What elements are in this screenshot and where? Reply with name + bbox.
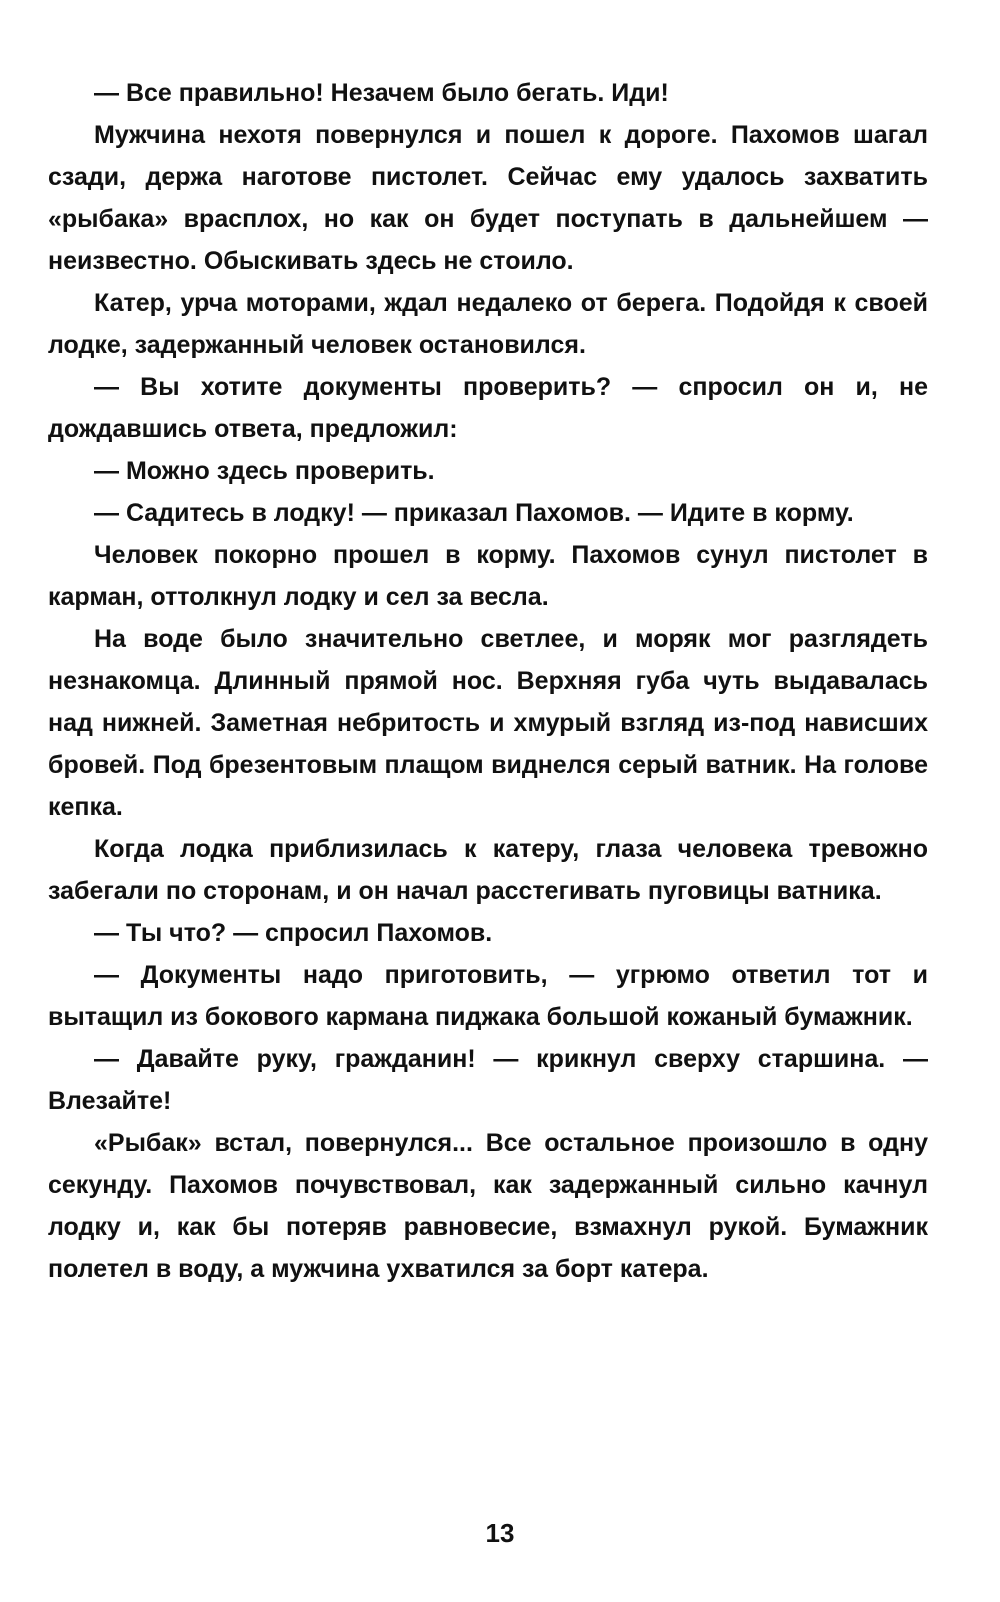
paragraph: — Давайте руку, гражданин! — крикнул сверху старшина. — Влезайте!	[48, 1045, 928, 1115]
paragraph: — Документы надо приготовить, — угрюмо ответил тот и вытащил из бокового кармана пиджака большой кожаный бумажник.	[48, 961, 928, 1031]
page-text	[48, 72, 928, 1290]
paragraph: Мужчина нехотя повернулся и пошел к дороге. Пахомов шагал сзади, держа наготове пистолет. Сейчас ему удалось захватить «рыбака» врасплох, но как он будет поступать в дальнейшем — неизвестно. Обыскивать здесь не стоило.	[48, 121, 928, 275]
paragraph: Катер, урча моторами, ждал недалеко от берега. Подойдя к своей лодке, задержанный человек остановился.	[48, 289, 928, 359]
paragraph: — Ты что? — спросил Пахомов.	[94, 919, 493, 947]
paragraph: На воде было значительно светлее, и моряк мог разглядеть незнакомца. Длинный прямой нос. Верхняя губа чуть выдавалась над нижней. Заметная небритость и хмурый взгляд из-под нависших бровей. Под брезентовым плащом виднелся серый ватник. На голове кепка.	[48, 625, 928, 821]
paragraph: «Рыбак» встал, повернулся... Все остальное произошло в одну секунду. Пахомов почувствовал, как задержанный сильно качнул лодку и, как бы потеряв равновесие, взмахнул рукой. Бумажник полетел в воду, а мужчина ухватился за борт катера.	[48, 1129, 928, 1283]
page-number: 13	[485, 1518, 515, 1548]
paragraph: — Садитесь в лодку! — приказал Пахомов. — Идите в корму.	[94, 499, 854, 527]
paragraph: Человек покорно прошел в корму. Пахомов сунул пистолет в карман, оттолкнул лодку и сел за весла.	[48, 541, 928, 611]
paragraph: — Все правильно! Незачем было бегать. Иди!	[94, 79, 669, 107]
paragraph: — Можно здесь проверить.	[94, 457, 435, 485]
paragraph: — Вы хотите документы проверить? — спросил он и, не дождавшись ответа, предложил:	[48, 373, 928, 443]
paragraph: Когда лодка приблизилась к катеру, глаза человека тревожно забегали по сторонам, и он начал расстегивать пуговицы ватника.	[48, 835, 928, 905]
